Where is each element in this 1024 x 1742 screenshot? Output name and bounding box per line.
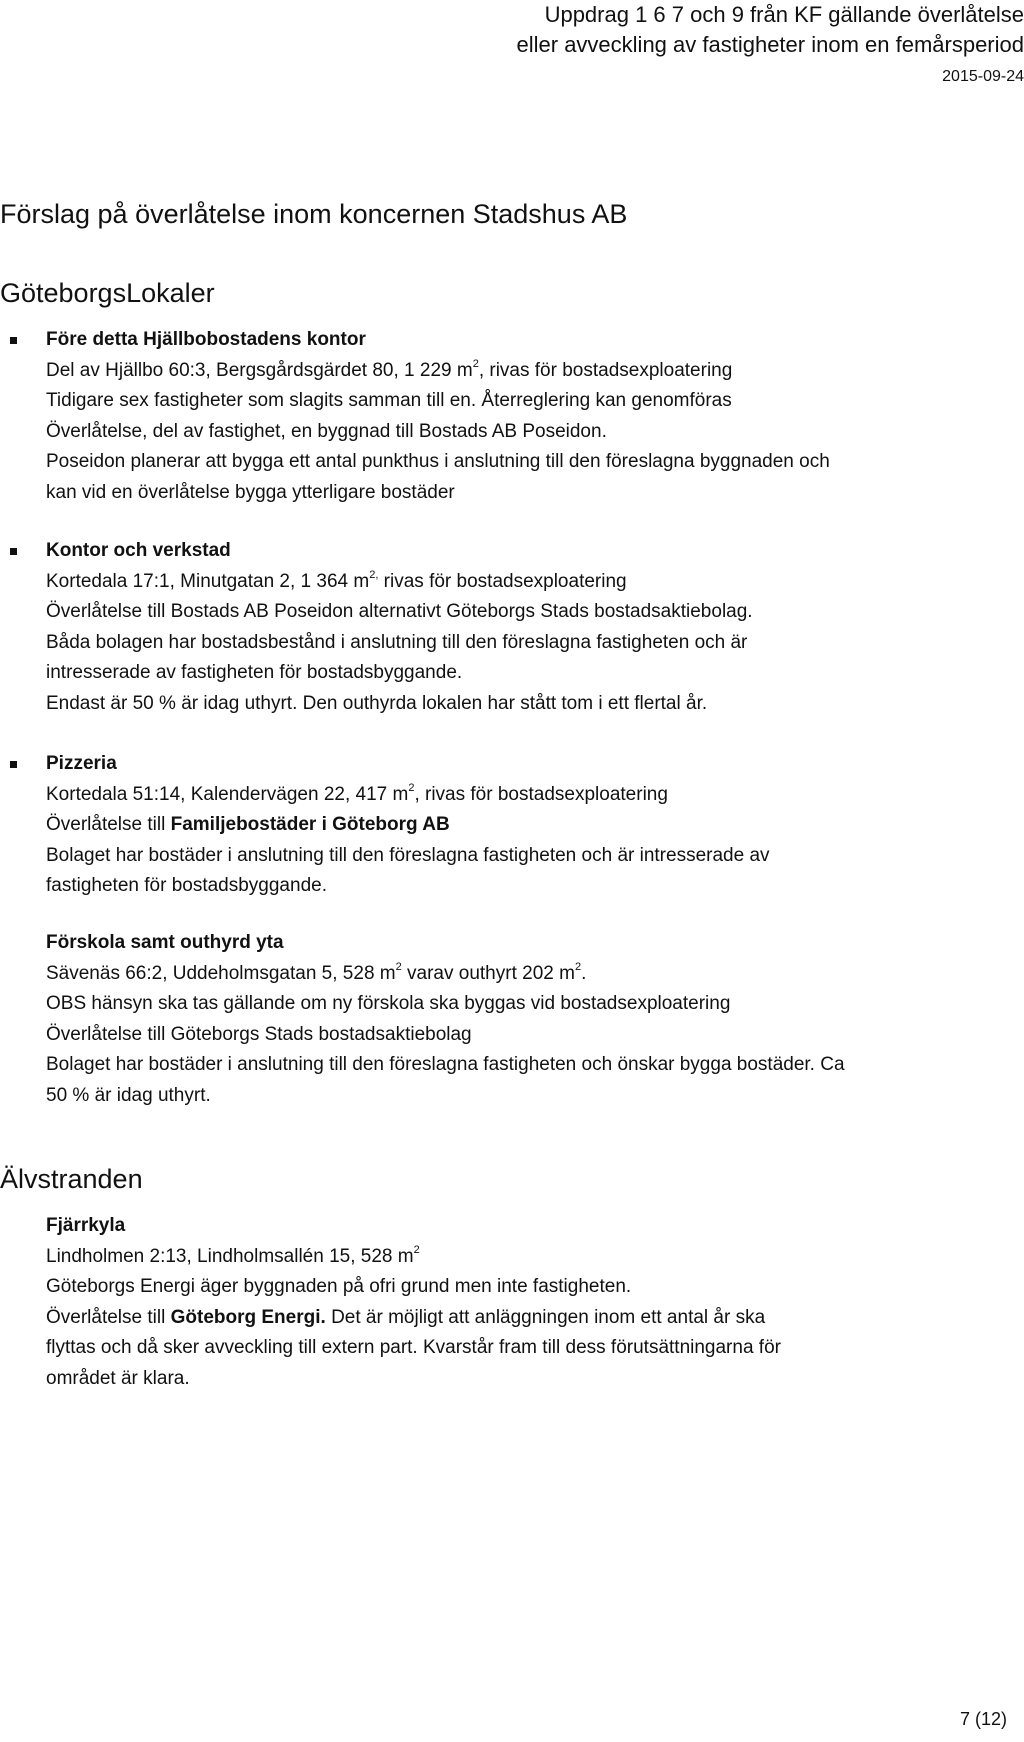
bullet-icon: [10, 337, 17, 344]
item-line: Kortedala 51:14, Kalendervägen 22, 417 $m^2$, rivas för bostadsexploatering: [46, 782, 668, 805]
item-line: Bolaget har bostäder i anslutning till den föreslagna fastigheten och är intresserade av: [46, 844, 770, 866]
document-header: [517, 0, 1024, 90]
item-line: Bolaget har bostäder i anslutning till den föreslagna fastigheten och önskar bygga bostäder. Ca: [46, 1054, 845, 1075]
item-line: Överlåtelse, del av fastighet, en byggnad till Bostads AB Poseidon.: [46, 420, 607, 442]
list-item-forskola: [46, 928, 1006, 1111]
page-title: Förslag på överlåtelse inom koncernen Stadshus AB: [0, 199, 628, 229]
item-title: Fjärrkyla: [46, 1215, 126, 1236]
item-line: Överlåtelse till Familjebostäder i Göteborg AB: [46, 814, 450, 835]
item-line: Överlåtelse till Göteborgs Stads bostadsaktiebolag: [46, 1023, 472, 1045]
item-line: fastigheten för bostadsbyggande.: [46, 875, 327, 896]
item-line: området är klara.: [46, 1367, 190, 1389]
header-line-1: Uppdrag 1 6 7 och 9 från KF gällande överlåtelse: [544, 2, 1024, 27]
item-line: Poseidon planerar att bygga ett antal punkthus i anslutning till den föreslagna byggnaden och: [46, 451, 830, 472]
header-date: 2015-09-24: [942, 68, 1024, 85]
item-line: Kortedala 17:1, Minutgatan 2, 1 364 $m^{2,}$ rivas för bostadsexploatering: [46, 569, 627, 592]
header-line-2: eller avveckling av fastigheter inom en femårsperiod: [516, 32, 1024, 57]
item-line: Göteborgs Energi äger byggnaden på ofri grund men inte fastigheten.: [46, 1276, 632, 1297]
item-line: Endast är 50 % är idag uthyrt. Den outhyrda lokalen har stått tom i ett flertal år.: [46, 692, 708, 714]
section-title-alvstranden: Älvstranden: [0, 1164, 143, 1194]
item-line: intresserade av fastigheten för bostadsbyggande.: [46, 662, 463, 683]
item-line: kan vid en överlåtelse bygga ytterligare bostäder: [46, 481, 455, 503]
item-line: 50 % är idag uthyrt.: [46, 1084, 211, 1106]
item-line: Tidigare sex fastigheter som slagits samman till en. Återreglering kan genomföras: [46, 390, 732, 411]
item-line: Båda bolagen har bostadsbestånd i anslutning till den föreslagna fastigheten och är: [46, 631, 748, 653]
list-item-pizzeria: [46, 749, 1006, 902]
item-line: Överlåtelse till Göteborg Energi. Det är möjligt att anläggningen inom ett antal år ska: [46, 1306, 766, 1328]
section-title-goteborgslokaler: GöteborgsLokaler: [0, 278, 215, 308]
item-line: OBS hänsyn ska tas gällande om ny förskola ska byggas vid bostadsexploatering: [46, 993, 731, 1014]
item-line: Överlåtelse till Bostads AB Poseidon alternativt Göteborgs Stads bostadsaktiebolag.: [46, 601, 753, 622]
bullet-icon: [10, 548, 17, 555]
list-item-fjarrkyla: [46, 1211, 1006, 1394]
item-line: Sävenäs 66:2, Uddeholmsgatan 5, 528 $m^2$ varav outhyrt 202 $m^2$.: [46, 961, 587, 984]
bullet-icon: [10, 761, 17, 768]
list-item-hjallbo-kontor: [46, 325, 1006, 508]
item-line: flyttas och då sker avveckling till extern part. Kvarstår fram till dess förutsättningarna för: [46, 1337, 781, 1358]
page-number: 7 (12): [959, 1709, 1007, 1729]
item-title: Före detta Hjällbobostadens kontor: [46, 329, 366, 350]
item-title: Förskola samt outhyrd yta: [46, 932, 284, 953]
item-line: Lindholmen 2:13, Lindholmsallén 15, 528 $m^2$: [46, 1244, 420, 1267]
list-item-kontor-verkstad: [46, 536, 1006, 719]
item-title: Kontor och verkstad: [46, 540, 231, 561]
item-title: Pizzeria: [46, 753, 117, 774]
item-line: Del av Hjällbo 60:3, Bergsgårdsgärdet 80, 1 229 $m^2$, rivas för bostadsexploatering: [46, 358, 733, 381]
